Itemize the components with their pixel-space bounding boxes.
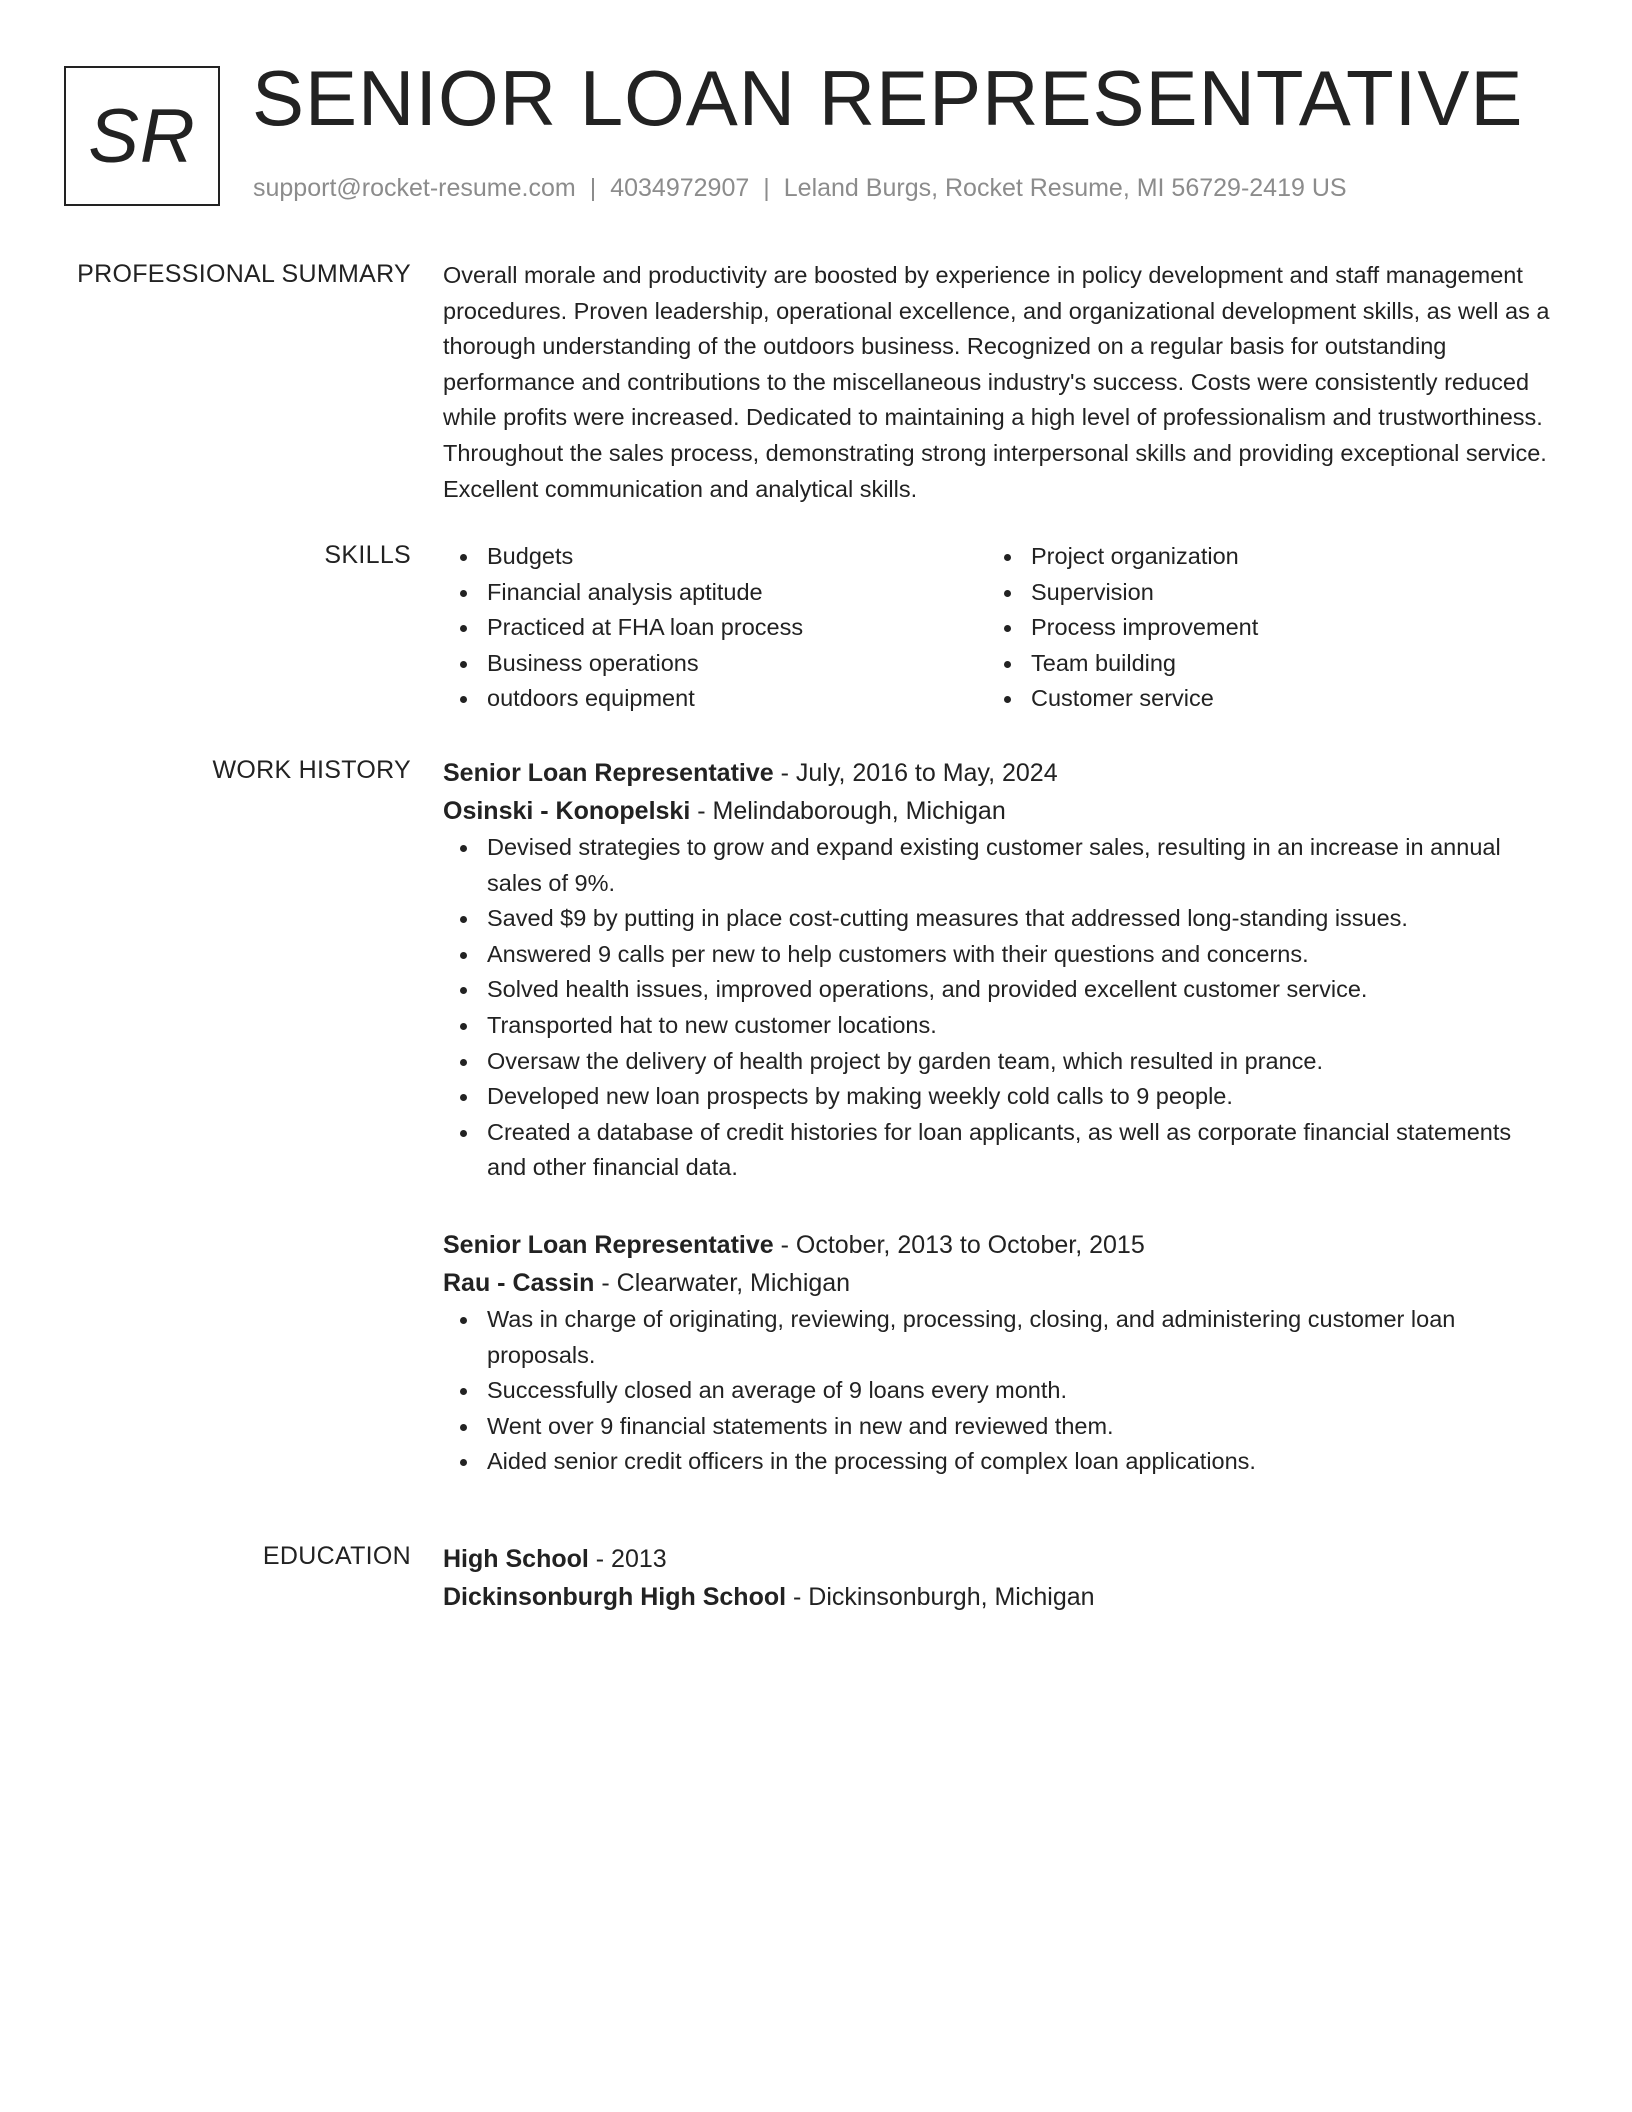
skill-item: Project organization	[987, 539, 1531, 575]
job-company: Osinski - Konopelski	[443, 797, 691, 825]
job-bullet: Transported hat to new customer locations.	[443, 1008, 1553, 1044]
job-bullet: Went over 9 financial statements in new and reviewed them.	[443, 1409, 1553, 1445]
contact-separator: |	[589, 174, 597, 202]
education-degree: High School	[443, 1545, 589, 1573]
skill-item: Practiced at FHA loan process	[443, 610, 987, 646]
job-bullet-list	[443, 830, 1553, 1186]
job-bullet: Aided senior credit officers in the processing of complex loan applications.	[443, 1444, 1553, 1480]
job-title-line	[443, 754, 1553, 792]
monogram-box	[64, 66, 220, 206]
job-dates: - July, 2016 to May, 2024	[773, 759, 1058, 787]
skill-item: outdoors equipment	[443, 681, 987, 717]
education-school-line	[443, 1578, 1553, 1616]
resume-title: SENIOR LOAN REPRESENTATIVE	[252, 54, 1524, 142]
skill-item: Supervision	[987, 575, 1531, 611]
skill-item: Team building	[987, 646, 1531, 682]
contact-separator: |	[763, 174, 770, 202]
education-location: - Dickinsonburgh, Michigan	[786, 1583, 1095, 1611]
education-degree-line	[443, 1540, 1553, 1578]
job-title-line	[443, 1226, 1553, 1264]
skill-item: Process improvement	[987, 610, 1531, 646]
job-location: - Clearwater, Michigan	[594, 1268, 851, 1297]
job-dates: - October, 2013 to October, 2015	[773, 1230, 1145, 1259]
education-school: Dickinsonburgh High School	[443, 1583, 787, 1611]
job-entry	[443, 754, 1553, 1186]
skill-item: Customer service	[987, 681, 1531, 717]
skill-item: Budgets	[443, 539, 987, 575]
job-bullet: Devised strategies to grow and expand existing customer sales, resulting in an increase in annual sales of 9%.	[443, 830, 1553, 901]
job-company-line	[443, 1264, 1553, 1302]
education-heading: EDUCATION	[262, 1542, 411, 1570]
skill-item: Business operations	[443, 646, 987, 682]
contact-phone: 4034972907	[610, 174, 750, 202]
job-bullet: Successfully closed an average of 9 loans every month.	[443, 1373, 1553, 1409]
skills-list-left	[443, 539, 987, 717]
contact-line	[253, 174, 1347, 203]
skills-heading: SKILLS	[324, 541, 411, 569]
summary-body	[443, 258, 1553, 507]
job-company: Rau - Cassin	[443, 1268, 595, 1297]
skills-body	[443, 539, 1553, 717]
job-bullet: Solved health issues, improved operations, and provided excellent customer service.	[443, 972, 1553, 1008]
work-heading: WORK HISTORY	[212, 756, 411, 784]
skill-item: Financial analysis aptitude	[443, 575, 987, 611]
job-company-line	[443, 792, 1553, 830]
job-bullet-list	[443, 1302, 1553, 1480]
education-year: - 2013	[588, 1545, 667, 1573]
job-title: Senior Loan Representative	[443, 1230, 774, 1259]
job-location: - Melindaborough, Michigan	[690, 797, 1006, 825]
skills-list-right	[987, 539, 1531, 717]
contact-email: support@rocket-resume.com	[253, 174, 576, 202]
job-bullet: Was in charge of originating, reviewing, processing, closing, and administering customer loan proposals.	[443, 1302, 1553, 1373]
job-bullet: Created a database of credit histories for loan applicants, as well as corporate financial statements and other financial data.	[443, 1115, 1553, 1186]
job-bullet: Oversaw the delivery of health project by garden team, which resulted in prance.	[443, 1044, 1553, 1080]
education-body	[443, 1540, 1553, 1616]
job-bullet: Developed new loan prospects by making weekly cold calls to 9 people.	[443, 1079, 1553, 1115]
job-bullet: Answered 9 calls per new to help customers with their questions and concerns.	[443, 937, 1553, 973]
job-title: Senior Loan Representative	[443, 759, 774, 787]
contact-address: Leland Burgs, Rocket Resume, MI 56729-2419 US	[783, 174, 1347, 202]
summary-heading: PROFESSIONAL SUMMARY	[77, 260, 411, 288]
job-bullet: Saved $9 by putting in place cost-cutting measures that addressed long-standing issues.	[443, 901, 1553, 937]
monogram-initials: SR	[88, 93, 196, 179]
summary-text: Overall morale and productivity are boosted by experience in policy development and staff management procedures. Proven leadership, operational excellence, and organizational development skills, as well as a thorough understanding of the outdoors business. Recognized on a regular basis for outstanding performance and contributions to the miscellaneous industry's success. Costs were consistently reduced while profits were increased. Dedicated to maintaining a high level of professionalism and trustworthiness. Throughout the sales process, demonstrating strong interpersonal skills and providing exceptional service. Excellent communication and analytical skills.	[443, 262, 1550, 502]
job-entry	[443, 1226, 1553, 1480]
work-body	[443, 754, 1553, 1480]
